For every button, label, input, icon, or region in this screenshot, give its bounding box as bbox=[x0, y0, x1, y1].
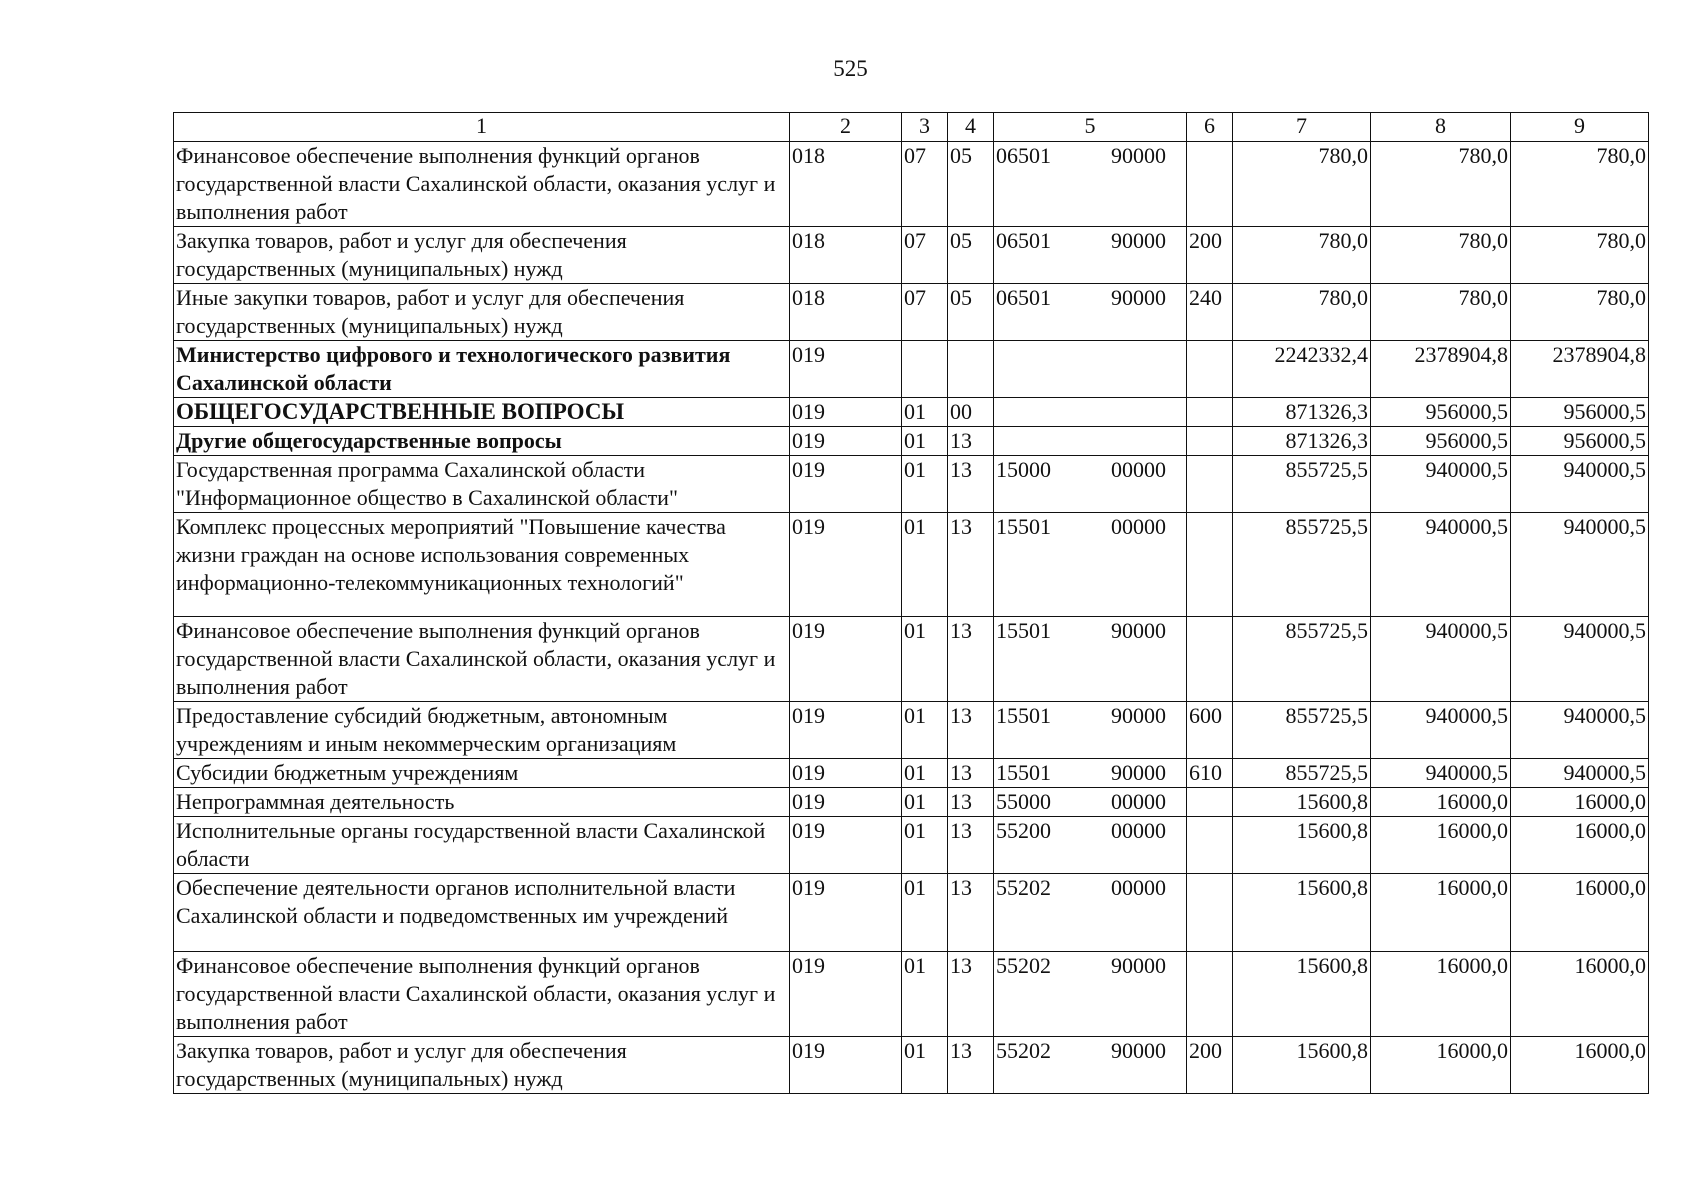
section-code: 01 bbox=[902, 702, 948, 759]
amount-col-7: 2242332,4 bbox=[1233, 341, 1371, 398]
amount-col-8: 940000,5 bbox=[1371, 759, 1511, 788]
target-article-code bbox=[994, 142, 1187, 227]
target-article-code bbox=[994, 788, 1187, 817]
table-row bbox=[174, 817, 1649, 874]
row-name: ОБЩЕГОСУДАРСТВЕННЫЕ ВОПРОСЫ bbox=[174, 398, 790, 427]
amount-col-9: 16000,0 bbox=[1511, 788, 1649, 817]
ministry-code: 019 bbox=[790, 952, 902, 1037]
target-program-code: 06501 bbox=[996, 143, 1051, 168]
expense-type-code: 610 bbox=[1187, 759, 1233, 788]
expense-type-code bbox=[1187, 142, 1233, 227]
target-article-code bbox=[994, 702, 1187, 759]
target-program-code: 55200 bbox=[996, 818, 1051, 843]
table-row bbox=[174, 142, 1649, 227]
amount-col-7: 15600,8 bbox=[1233, 874, 1371, 952]
amount-col-8: 780,0 bbox=[1371, 284, 1511, 341]
ministry-code: 019 bbox=[790, 341, 902, 398]
target-direction-code: 90000 bbox=[1111, 618, 1166, 643]
row-name: Непрограммная деятельность bbox=[174, 788, 790, 817]
section-code: 01 bbox=[902, 874, 948, 952]
amount-col-9: 940000,5 bbox=[1511, 702, 1649, 759]
amount-col-9: 940000,5 bbox=[1511, 513, 1649, 617]
header-cell: 3 bbox=[902, 113, 948, 142]
ministry-code: 019 bbox=[790, 456, 902, 513]
amount-col-7: 855725,5 bbox=[1233, 456, 1371, 513]
table-row bbox=[174, 788, 1649, 817]
target-direction-code: 90000 bbox=[1111, 285, 1166, 310]
header-row bbox=[174, 113, 1649, 142]
subsection-code bbox=[948, 341, 994, 398]
ministry-code: 018 bbox=[790, 284, 902, 341]
row-name: Другие общегосударственные вопросы bbox=[174, 427, 790, 456]
table-row bbox=[174, 1037, 1649, 1094]
ministry-code: 019 bbox=[790, 513, 902, 617]
amount-col-7: 855725,5 bbox=[1233, 759, 1371, 788]
header-cell: 6 bbox=[1187, 113, 1233, 142]
table-row bbox=[174, 874, 1649, 952]
row-name: Комплекс процессных мероприятий "Повышение качества жизни граждан на основе использования современных информационно-телекоммуникационных технологий" bbox=[174, 513, 790, 617]
table-row bbox=[174, 398, 1649, 427]
ministry-code: 018 bbox=[790, 142, 902, 227]
amount-col-9: 16000,0 bbox=[1511, 874, 1649, 952]
amount-col-7: 855725,5 bbox=[1233, 702, 1371, 759]
subsection-code: 05 bbox=[948, 284, 994, 341]
section-code: 07 bbox=[902, 227, 948, 284]
expense-type-code bbox=[1187, 513, 1233, 617]
target-direction-code: 00000 bbox=[1111, 789, 1166, 814]
target-article-code bbox=[994, 398, 1187, 427]
amount-col-9: 940000,5 bbox=[1511, 456, 1649, 513]
section-code: 01 bbox=[902, 398, 948, 427]
table-row bbox=[174, 456, 1649, 513]
expense-type-code bbox=[1187, 398, 1233, 427]
subsection-code: 13 bbox=[948, 817, 994, 874]
subsection-code: 13 bbox=[948, 952, 994, 1037]
expense-type-code bbox=[1187, 817, 1233, 874]
target-direction-code: 90000 bbox=[1111, 953, 1166, 978]
section-code: 01 bbox=[902, 513, 948, 617]
target-article-code bbox=[994, 227, 1187, 284]
section-code: 01 bbox=[902, 788, 948, 817]
amount-col-8: 780,0 bbox=[1371, 142, 1511, 227]
amount-col-7: 15600,8 bbox=[1233, 952, 1371, 1037]
target-program-code: 55202 bbox=[996, 953, 1051, 978]
target-article-code bbox=[994, 817, 1187, 874]
target-article-code bbox=[994, 456, 1187, 513]
expense-type-code: 600 bbox=[1187, 702, 1233, 759]
subsection-code: 13 bbox=[948, 513, 994, 617]
expense-type-code: 240 bbox=[1187, 284, 1233, 341]
section-code: 01 bbox=[902, 759, 948, 788]
target-direction-code: 90000 bbox=[1111, 1038, 1166, 1063]
row-name: Финансовое обеспечение выполнения функций органов государственной власти Сахалинской области, оказания услуг и выполнения работ bbox=[174, 142, 790, 227]
target-program-code: 15000 bbox=[996, 457, 1051, 482]
amount-col-9: 780,0 bbox=[1511, 227, 1649, 284]
section-code: 01 bbox=[902, 817, 948, 874]
budget-table bbox=[173, 112, 1649, 1094]
expense-type-code bbox=[1187, 952, 1233, 1037]
amount-col-9: 16000,0 bbox=[1511, 1037, 1649, 1094]
amount-col-9: 780,0 bbox=[1511, 284, 1649, 341]
header-cell: 5 bbox=[994, 113, 1187, 142]
target-direction-code: 00000 bbox=[1111, 875, 1166, 900]
expense-type-code bbox=[1187, 874, 1233, 952]
row-name: Министерство цифрового и технологического развития Сахалинской области bbox=[174, 341, 790, 398]
target-direction-code: 90000 bbox=[1111, 703, 1166, 728]
amount-col-9: 940000,5 bbox=[1511, 759, 1649, 788]
header-cell: 1 bbox=[174, 113, 790, 142]
section-code: 01 bbox=[902, 456, 948, 513]
section-code: 01 bbox=[902, 952, 948, 1037]
target-program-code: 15501 bbox=[996, 703, 1051, 728]
expense-type-code bbox=[1187, 788, 1233, 817]
section-code: 01 bbox=[902, 617, 948, 702]
amount-col-8: 956000,5 bbox=[1371, 427, 1511, 456]
subsection-code: 05 bbox=[948, 227, 994, 284]
amount-col-8: 16000,0 bbox=[1371, 1037, 1511, 1094]
table-row bbox=[174, 341, 1649, 398]
amount-col-7: 871326,3 bbox=[1233, 398, 1371, 427]
amount-col-9: 956000,5 bbox=[1511, 398, 1649, 427]
subsection-code: 13 bbox=[948, 874, 994, 952]
expense-type-code bbox=[1187, 341, 1233, 398]
ministry-code: 018 bbox=[790, 227, 902, 284]
amount-col-8: 2378904,8 bbox=[1371, 341, 1511, 398]
ministry-code: 019 bbox=[790, 817, 902, 874]
expense-type-code: 200 bbox=[1187, 1037, 1233, 1094]
section-code bbox=[902, 341, 948, 398]
target-article-code bbox=[994, 874, 1187, 952]
subsection-code: 13 bbox=[948, 427, 994, 456]
subsection-code: 13 bbox=[948, 788, 994, 817]
table-row bbox=[174, 513, 1649, 617]
target-article-code bbox=[994, 427, 1187, 456]
target-direction-code: 90000 bbox=[1111, 143, 1166, 168]
row-name: Государственная программа Сахалинской области "Информационное общество в Сахалинской области" bbox=[174, 456, 790, 513]
subsection-code: 13 bbox=[948, 617, 994, 702]
row-name: Исполнительные органы государственной власти Сахалинской области bbox=[174, 817, 790, 874]
amount-col-7: 871326,3 bbox=[1233, 427, 1371, 456]
table-row bbox=[174, 952, 1649, 1037]
amount-col-8: 16000,0 bbox=[1371, 817, 1511, 874]
subsection-code: 13 bbox=[948, 702, 994, 759]
target-article-code bbox=[994, 617, 1187, 702]
expense-type-code bbox=[1187, 617, 1233, 702]
table-row bbox=[174, 617, 1649, 702]
ministry-code: 019 bbox=[790, 1037, 902, 1094]
expense-type-code bbox=[1187, 456, 1233, 513]
amount-col-8: 16000,0 bbox=[1371, 874, 1511, 952]
section-code: 07 bbox=[902, 284, 948, 341]
amount-col-8: 940000,5 bbox=[1371, 513, 1511, 617]
ministry-code: 019 bbox=[790, 398, 902, 427]
row-name: Закупка товаров, работ и услуг для обеспечения государственных (муниципальных) нужд bbox=[174, 1037, 790, 1094]
ministry-code: 019 bbox=[790, 788, 902, 817]
target-article-code bbox=[994, 952, 1187, 1037]
amount-col-8: 780,0 bbox=[1371, 227, 1511, 284]
row-name: Обеспечение деятельности органов исполнительной власти Сахалинской области и подведомственных им учреждений bbox=[174, 874, 790, 952]
header-cell: 8 bbox=[1371, 113, 1511, 142]
amount-col-8: 940000,5 bbox=[1371, 456, 1511, 513]
table-row bbox=[174, 759, 1649, 788]
section-code: 01 bbox=[902, 427, 948, 456]
target-program-code: 15501 bbox=[996, 514, 1051, 539]
amount-col-7: 780,0 bbox=[1233, 284, 1371, 341]
amount-col-7: 780,0 bbox=[1233, 142, 1371, 227]
target-program-code: 06501 bbox=[996, 285, 1051, 310]
target-program-code: 55202 bbox=[996, 875, 1051, 900]
target-article-code bbox=[994, 759, 1187, 788]
amount-col-7: 15600,8 bbox=[1233, 788, 1371, 817]
target-direction-code: 90000 bbox=[1111, 760, 1166, 785]
subsection-code: 00 bbox=[948, 398, 994, 427]
amount-col-7: 780,0 bbox=[1233, 227, 1371, 284]
amount-col-9: 2378904,8 bbox=[1511, 341, 1649, 398]
target-article-code bbox=[994, 341, 1187, 398]
target-program-code: 15501 bbox=[996, 618, 1051, 643]
amount-col-7: 15600,8 bbox=[1233, 1037, 1371, 1094]
ministry-code: 019 bbox=[790, 702, 902, 759]
amount-col-7: 855725,5 bbox=[1233, 617, 1371, 702]
target-direction-code: 00000 bbox=[1111, 818, 1166, 843]
subsection-code: 13 bbox=[948, 456, 994, 513]
section-code: 07 bbox=[902, 142, 948, 227]
header-cell: 2 bbox=[790, 113, 902, 142]
amount-col-9: 16000,0 bbox=[1511, 817, 1649, 874]
row-name: Финансовое обеспечение выполнения функций органов государственной власти Сахалинской области, оказания услуг и выполнения работ bbox=[174, 952, 790, 1037]
table-row bbox=[174, 427, 1649, 456]
target-program-code: 55000 bbox=[996, 789, 1051, 814]
header-cell: 9 bbox=[1511, 113, 1649, 142]
amount-col-9: 16000,0 bbox=[1511, 952, 1649, 1037]
subsection-code: 05 bbox=[948, 142, 994, 227]
expense-type-code bbox=[1187, 427, 1233, 456]
ministry-code: 019 bbox=[790, 617, 902, 702]
target-direction-code: 90000 bbox=[1111, 228, 1166, 253]
amount-col-8: 956000,5 bbox=[1371, 398, 1511, 427]
target-direction-code: 00000 bbox=[1111, 514, 1166, 539]
target-article-code bbox=[994, 1037, 1187, 1094]
target-program-code: 55202 bbox=[996, 1038, 1051, 1063]
amount-col-9: 940000,5 bbox=[1511, 617, 1649, 702]
amount-col-7: 15600,8 bbox=[1233, 817, 1371, 874]
target-article-code bbox=[994, 513, 1187, 617]
header-cell: 4 bbox=[948, 113, 994, 142]
page-number: 525 bbox=[833, 56, 868, 81]
target-direction-code: 00000 bbox=[1111, 457, 1166, 482]
amount-col-8: 16000,0 bbox=[1371, 952, 1511, 1037]
amount-col-8: 940000,5 bbox=[1371, 617, 1511, 702]
target-article-code bbox=[994, 284, 1187, 341]
expense-type-code: 200 bbox=[1187, 227, 1233, 284]
row-name: Субсидии бюджетным учреждениям bbox=[174, 759, 790, 788]
amount-col-8: 16000,0 bbox=[1371, 788, 1511, 817]
ministry-code: 019 bbox=[790, 874, 902, 952]
amount-col-9: 956000,5 bbox=[1511, 427, 1649, 456]
row-name: Закупка товаров, работ и услуг для обеспечения государственных (муниципальных) нужд bbox=[174, 227, 790, 284]
header-cell: 7 bbox=[1233, 113, 1371, 142]
amount-col-7: 855725,5 bbox=[1233, 513, 1371, 617]
ministry-code: 019 bbox=[790, 427, 902, 456]
amount-col-9: 780,0 bbox=[1511, 142, 1649, 227]
subsection-code: 13 bbox=[948, 1037, 994, 1094]
ministry-code: 019 bbox=[790, 759, 902, 788]
amount-col-8: 940000,5 bbox=[1371, 702, 1511, 759]
row-name: Финансовое обеспечение выполнения функций органов государственной власти Сахалинской области, оказания услуг и выполнения работ bbox=[174, 617, 790, 702]
table-row bbox=[174, 284, 1649, 341]
subsection-code: 13 bbox=[948, 759, 994, 788]
section-code: 01 bbox=[902, 1037, 948, 1094]
row-name: Предоставление субсидий бюджетным, автономным учреждениям и иным некоммерческим организациям bbox=[174, 702, 790, 759]
table-row bbox=[174, 702, 1649, 759]
row-name: Иные закупки товаров, работ и услуг для обеспечения государственных (муниципальных) нужд bbox=[174, 284, 790, 341]
target-program-code: 15501 bbox=[996, 760, 1051, 785]
target-program-code: 06501 bbox=[996, 228, 1051, 253]
table-row bbox=[174, 227, 1649, 284]
